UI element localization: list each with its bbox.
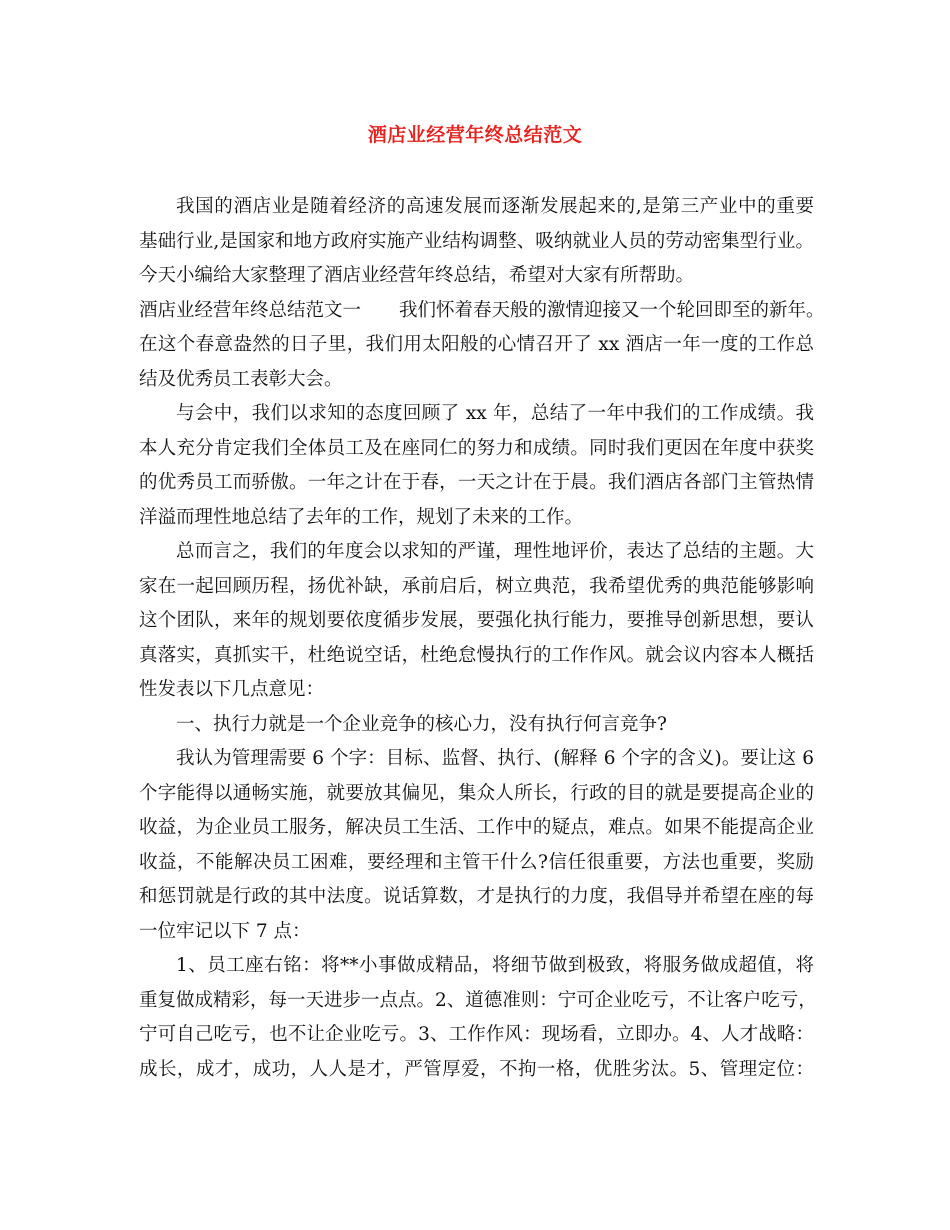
text-line: 今天小编给大家整理了酒店业经营年终总结，希望对大家有所帮助。 [139, 265, 695, 286]
text-line: 真落实，真抓实干，杜绝说空话，杜绝怠慢执行的工作作风。就会议内容本人概括 [139, 644, 814, 666]
text-line: 一位牢记以下 7 点： [139, 920, 311, 942]
inline-text: 我们怀着春天般的激情迎接又一个轮回即至的新年。 [399, 299, 825, 321]
text-line: 重复做成精彩，每一天进步一点点。2、道德准则：宁可企业吃亏，不让客户吃亏， [139, 989, 817, 1011]
text-line: 性发表以下几点意见： [139, 679, 325, 700]
document-title: 酒店业经营年终总结范文 [367, 124, 583, 146]
text-line: 总而言之，我们的年度会以求知的严谨，理性地评价，表达了总结的主题。大 [176, 541, 814, 562]
text-line: 1、员工座右铭：将**小事做成精品，将细节做到极致，将服务做成超值，将 [176, 955, 814, 976]
text-line: 收益，为企业员工服务，解决员工生活、工作中的疑点，难点。如果不能提高企业 [139, 817, 814, 838]
text-line: 洋溢而理性地总结了去年的工作，规划了未来的工作。 [139, 506, 584, 528]
text-line: 成长，成才，成功，人人是才，严管厚爱，不拘一格，优胜劣汰。5、管理定位： [139, 1058, 814, 1080]
text-line: 结及优秀员工表彰大会。 [139, 368, 343, 390]
text-line: 收益，不能解决员工困难，要经理和主管干什么?信任很重要，方法也重要，奖励 [139, 851, 814, 873]
text-line-with-heading [139, 294, 825, 329]
text-line: 我认为管理需要 6 个字：目标、监督、执行、(解释 6 个字的含义)。要让这 6 [176, 748, 814, 769]
document-body [139, 190, 825, 1087]
text-line: 家在一起回顾历程，扬优补缺，承前启后，树立典范，我希望优秀的典范能够影响 [139, 575, 814, 597]
text-line: 一、执行力就是一个企业竞争的核心力，没有执行何言竞争? [176, 713, 667, 735]
text-line: 个字能得以通畅实施，就要放其偏见，集众人所长，行政的目的就是要提高企业的 [139, 782, 814, 804]
section-heading: 酒店业经营年终总结范文一 [139, 299, 362, 321]
text-line: 这个团队，来年的规划要依度循步发展，要强化执行能力，要推导创新思想，要认 [139, 610, 814, 631]
text-line: 与会中，我们以求知的态度回顾了 xx 年，总结了一年中我们的工作成绩。我 [176, 403, 814, 424]
text-line: 我国的酒店业是随着经济的高速发展而逐渐发展起来的,是第三产业中的重要 [176, 196, 814, 217]
text-line: 基础行业,是国家和地方政府实施产业结构调整、吸纳就业人员的劳动密集型行业。 [139, 230, 814, 252]
text-line: 的优秀员工而骄傲。一年之计在于春，一天之计在于晨。我们酒店各部门主管热情 [139, 472, 814, 493]
text-line: 和惩罚就是行政的其中法度。说话算数，才是执行的力度，我倡导并希望在座的每 [139, 886, 814, 907]
text-line: 本人充分肯定我们全体员工及在座同仁的努力和成绩。同时我们更因在年度中获奖 [139, 437, 814, 459]
text-line: 宁可自己吃亏，也不让企业吃亏。3、工作作风：现场看，立即办。4、人才战略： [139, 1024, 814, 1045]
text-line: 在这个春意盎然的日子里，我们用太阳般的心情召开了 xx 酒店一年一度的工作总 [139, 334, 814, 355]
